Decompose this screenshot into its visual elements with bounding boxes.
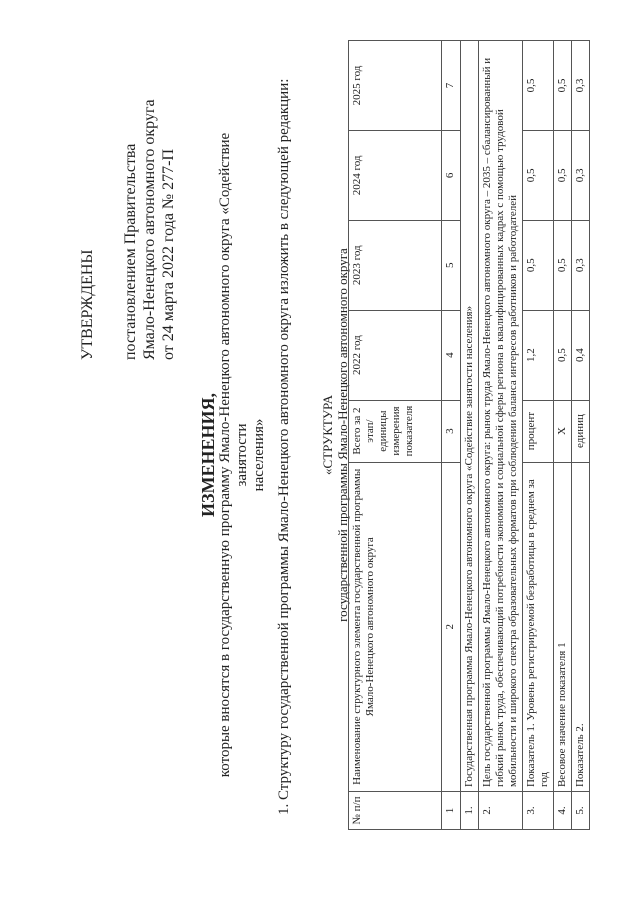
- row-value-2023: 0,3: [572, 220, 590, 310]
- approval-line-2: Ямало-Ненецкого автономного округа: [141, 99, 158, 360]
- row-name: Показатель 1. Уровень регистрируемой безработицы в среднем за год: [523, 462, 554, 792]
- row-value-2024: 0,5: [554, 130, 572, 220]
- row-value-2022: 1,2: [523, 310, 554, 400]
- row-unit: X: [554, 400, 572, 462]
- row-num: 3.: [523, 792, 554, 830]
- row-name: Показатель 2.: [572, 462, 590, 792]
- row-value-2022: 0,4: [572, 310, 590, 400]
- header-name: Наименование структурного элемента государственной программы Ямало-Ненецкого автономного округа: [349, 462, 442, 792]
- col-number: 4: [442, 310, 461, 400]
- row-value-2025: 0,3: [572, 41, 590, 131]
- row-value-2023: 0,5: [523, 220, 554, 310]
- point-1-text: 1. Структуру государственной программы Ямало-Ненецкого автономного округа изложить в следующей редакции:: [276, 78, 292, 815]
- header-unit: Всего за 2 этап/ единицы измерения показателя: [349, 400, 442, 462]
- approval-line-1: постановлением Правительства: [122, 143, 139, 360]
- changes-line-2: населения»: [251, 418, 267, 492]
- header-2025: 2025 год: [349, 41, 442, 131]
- col-number: 6: [442, 130, 461, 220]
- row-unit: единиц: [572, 400, 590, 462]
- changes-heading: [200, 115, 268, 795]
- col-number: 5: [442, 220, 461, 310]
- header-2022: 2022 год: [349, 310, 442, 400]
- row-value-2025: 0,5: [554, 41, 572, 131]
- changes-line-1: которые вносятся в государственную программу Ямало-Ненецкого автономного округа «Содействие занятости: [217, 132, 250, 778]
- header-2024: 2024 год: [349, 130, 442, 220]
- row-value-2025: 0,5: [523, 41, 554, 131]
- structure-title: «СТРУКТУРА: [320, 395, 335, 475]
- row-num: 4.: [554, 792, 572, 830]
- header-2023: 2023 год: [349, 220, 442, 310]
- structure-subtitle: государственной программы Ямало-Ненецкого автономного округа: [335, 248, 350, 622]
- column-number-row: [442, 41, 461, 830]
- col-number: 7: [442, 41, 461, 131]
- row-name: Весовое значение показателя 1: [554, 462, 572, 792]
- structure-table: [348, 40, 590, 830]
- col-number: 2: [442, 462, 461, 792]
- table-row: [461, 41, 479, 830]
- changes-title: ИЗМЕНЕНИЯ,: [198, 393, 218, 518]
- structure-heading: [320, 185, 350, 685]
- row-num: 1.: [461, 792, 479, 830]
- approval-title: УТВЕРЖДЕНЫ: [79, 249, 96, 360]
- approval-stamp: [78, 30, 178, 360]
- row-num: 5.: [572, 792, 590, 830]
- col-number: 3: [442, 400, 461, 462]
- table-row: [572, 41, 590, 830]
- row-value-2022: 0,5: [554, 310, 572, 400]
- row-num: 2.: [479, 792, 523, 830]
- row-value-2024: 0,3: [572, 130, 590, 220]
- table-row: [479, 41, 523, 830]
- table-row: [523, 41, 554, 830]
- row-text: Цель государственной программы Ямало-Ненецкого автономного округа: рынок труда Ямало-Ненецкого автономного округа – 2035 – сбалансированный и гибкий рынок труда, обеспечивающий потребности экономики и социальной сферы региона в квалифицированных кадрах с помощью трудовой мобильности и широкого спектра образовательных форматов при соблюдении баланса интересов работников и работодателей: [479, 41, 523, 792]
- row-unit: процент: [523, 400, 554, 462]
- table-row: [554, 41, 572, 830]
- table-header-row: [349, 41, 442, 830]
- approval-line-3: от 24 марта 2022 года № 277-П: [160, 148, 177, 360]
- col-number: 1: [442, 792, 461, 830]
- row-value-2024: 0,5: [523, 130, 554, 220]
- row-value-2023: 0,5: [554, 220, 572, 310]
- row-text: Государственная программа Ямало-Ненецкого автономного округа «Содействие занятости населения»: [461, 41, 479, 792]
- header-num: № п/п: [349, 792, 442, 830]
